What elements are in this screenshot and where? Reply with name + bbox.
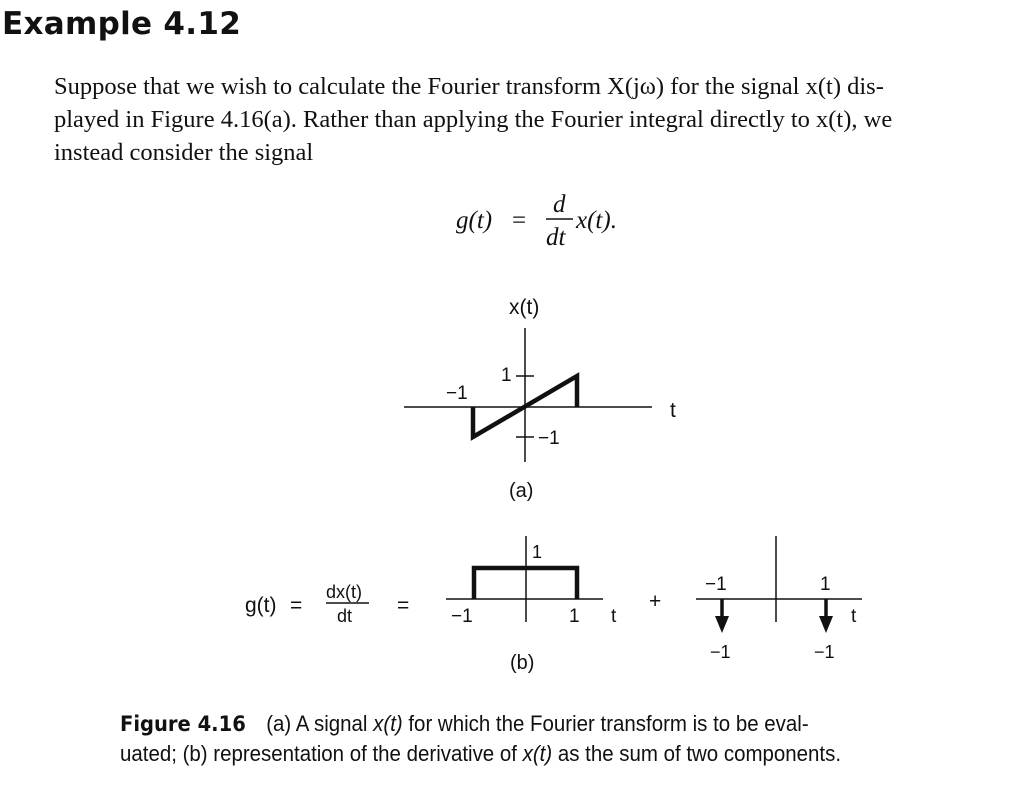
fig-a-sublabel: (a) [509,480,534,502]
caption-line1-b: for which the Fourier transform is to be eval- [402,711,809,736]
equation-equals: = [512,207,527,234]
fig-b-t-label-1: t [611,606,617,627]
caption-line2-var: x(t) [522,741,553,766]
caption-line-2 [120,739,841,769]
fig-b-rect-height-label: 1 [532,542,543,562]
fig-b-impulse-right-arrow-icon [819,616,833,633]
fig-a-tick-neg-label: −1 [538,428,560,449]
fig-b-impulse-left-pos-label: −1 [705,574,727,595]
fig-b-fraction-denominator: dt [337,606,353,626]
figure-a [404,296,676,502]
figure-caption [120,709,841,769]
equation-lhs: g(t) [456,207,493,234]
paragraph-line-1: Suppose that we wish to calculate the Fourier transform X(jω) for the signal x(t) dis- [54,73,884,100]
figure-b [245,536,862,674]
caption-line2-a: uated; (b) representation of the derivative of [120,741,523,766]
fig-a-y-label: x(t) [509,296,540,319]
fig-b-t-label-2: t [851,606,857,627]
caption-label: Figure 4.16 [120,712,246,736]
fig-b-rect-right-label: 1 [569,606,580,627]
fig-a-tick-pos-label: 1 [501,365,512,386]
fig-b-impulse-left-arrow-icon [715,616,729,633]
example-heading: Example 4.12 [2,6,242,42]
fig-b-rect-left-label: −1 [451,606,473,627]
fig-b-g-label: g(t) [245,594,277,617]
fig-a-t-label: t [670,399,676,422]
equation-numerator: d [553,191,566,218]
fig-a-x-tick-neg-label: −1 [446,383,468,404]
caption-line2-b: as the sum of two components. [552,741,842,766]
fig-b-sublabel: (b) [510,652,535,674]
equation-rhs: x(t). [576,207,617,234]
caption-line1-var: x(t) [373,711,403,736]
equation-denominator: dt [546,224,566,251]
fig-b-plus: + [649,590,662,613]
fig-b-equals-2: = [397,594,410,617]
caption-line-1 [120,709,841,739]
paragraph-line-3: instead consider the signal [54,139,314,166]
fig-b-impulse-right-pos-label: 1 [820,574,831,595]
fig-b-fraction-numerator: dx(t) [326,582,362,602]
display-equation [456,191,617,251]
fig-b-impulse-left-amp-label: −1 [710,642,731,662]
fig-b-impulse-right-amp-label: −1 [814,642,835,662]
fig-b-equals-1: = [290,594,303,617]
caption-line1-a: (a) A signal [266,711,374,736]
paragraph-line-2: played in Figure 4.16(a). Rather than applying the Fourier integral directly to x(t), we [54,106,893,133]
